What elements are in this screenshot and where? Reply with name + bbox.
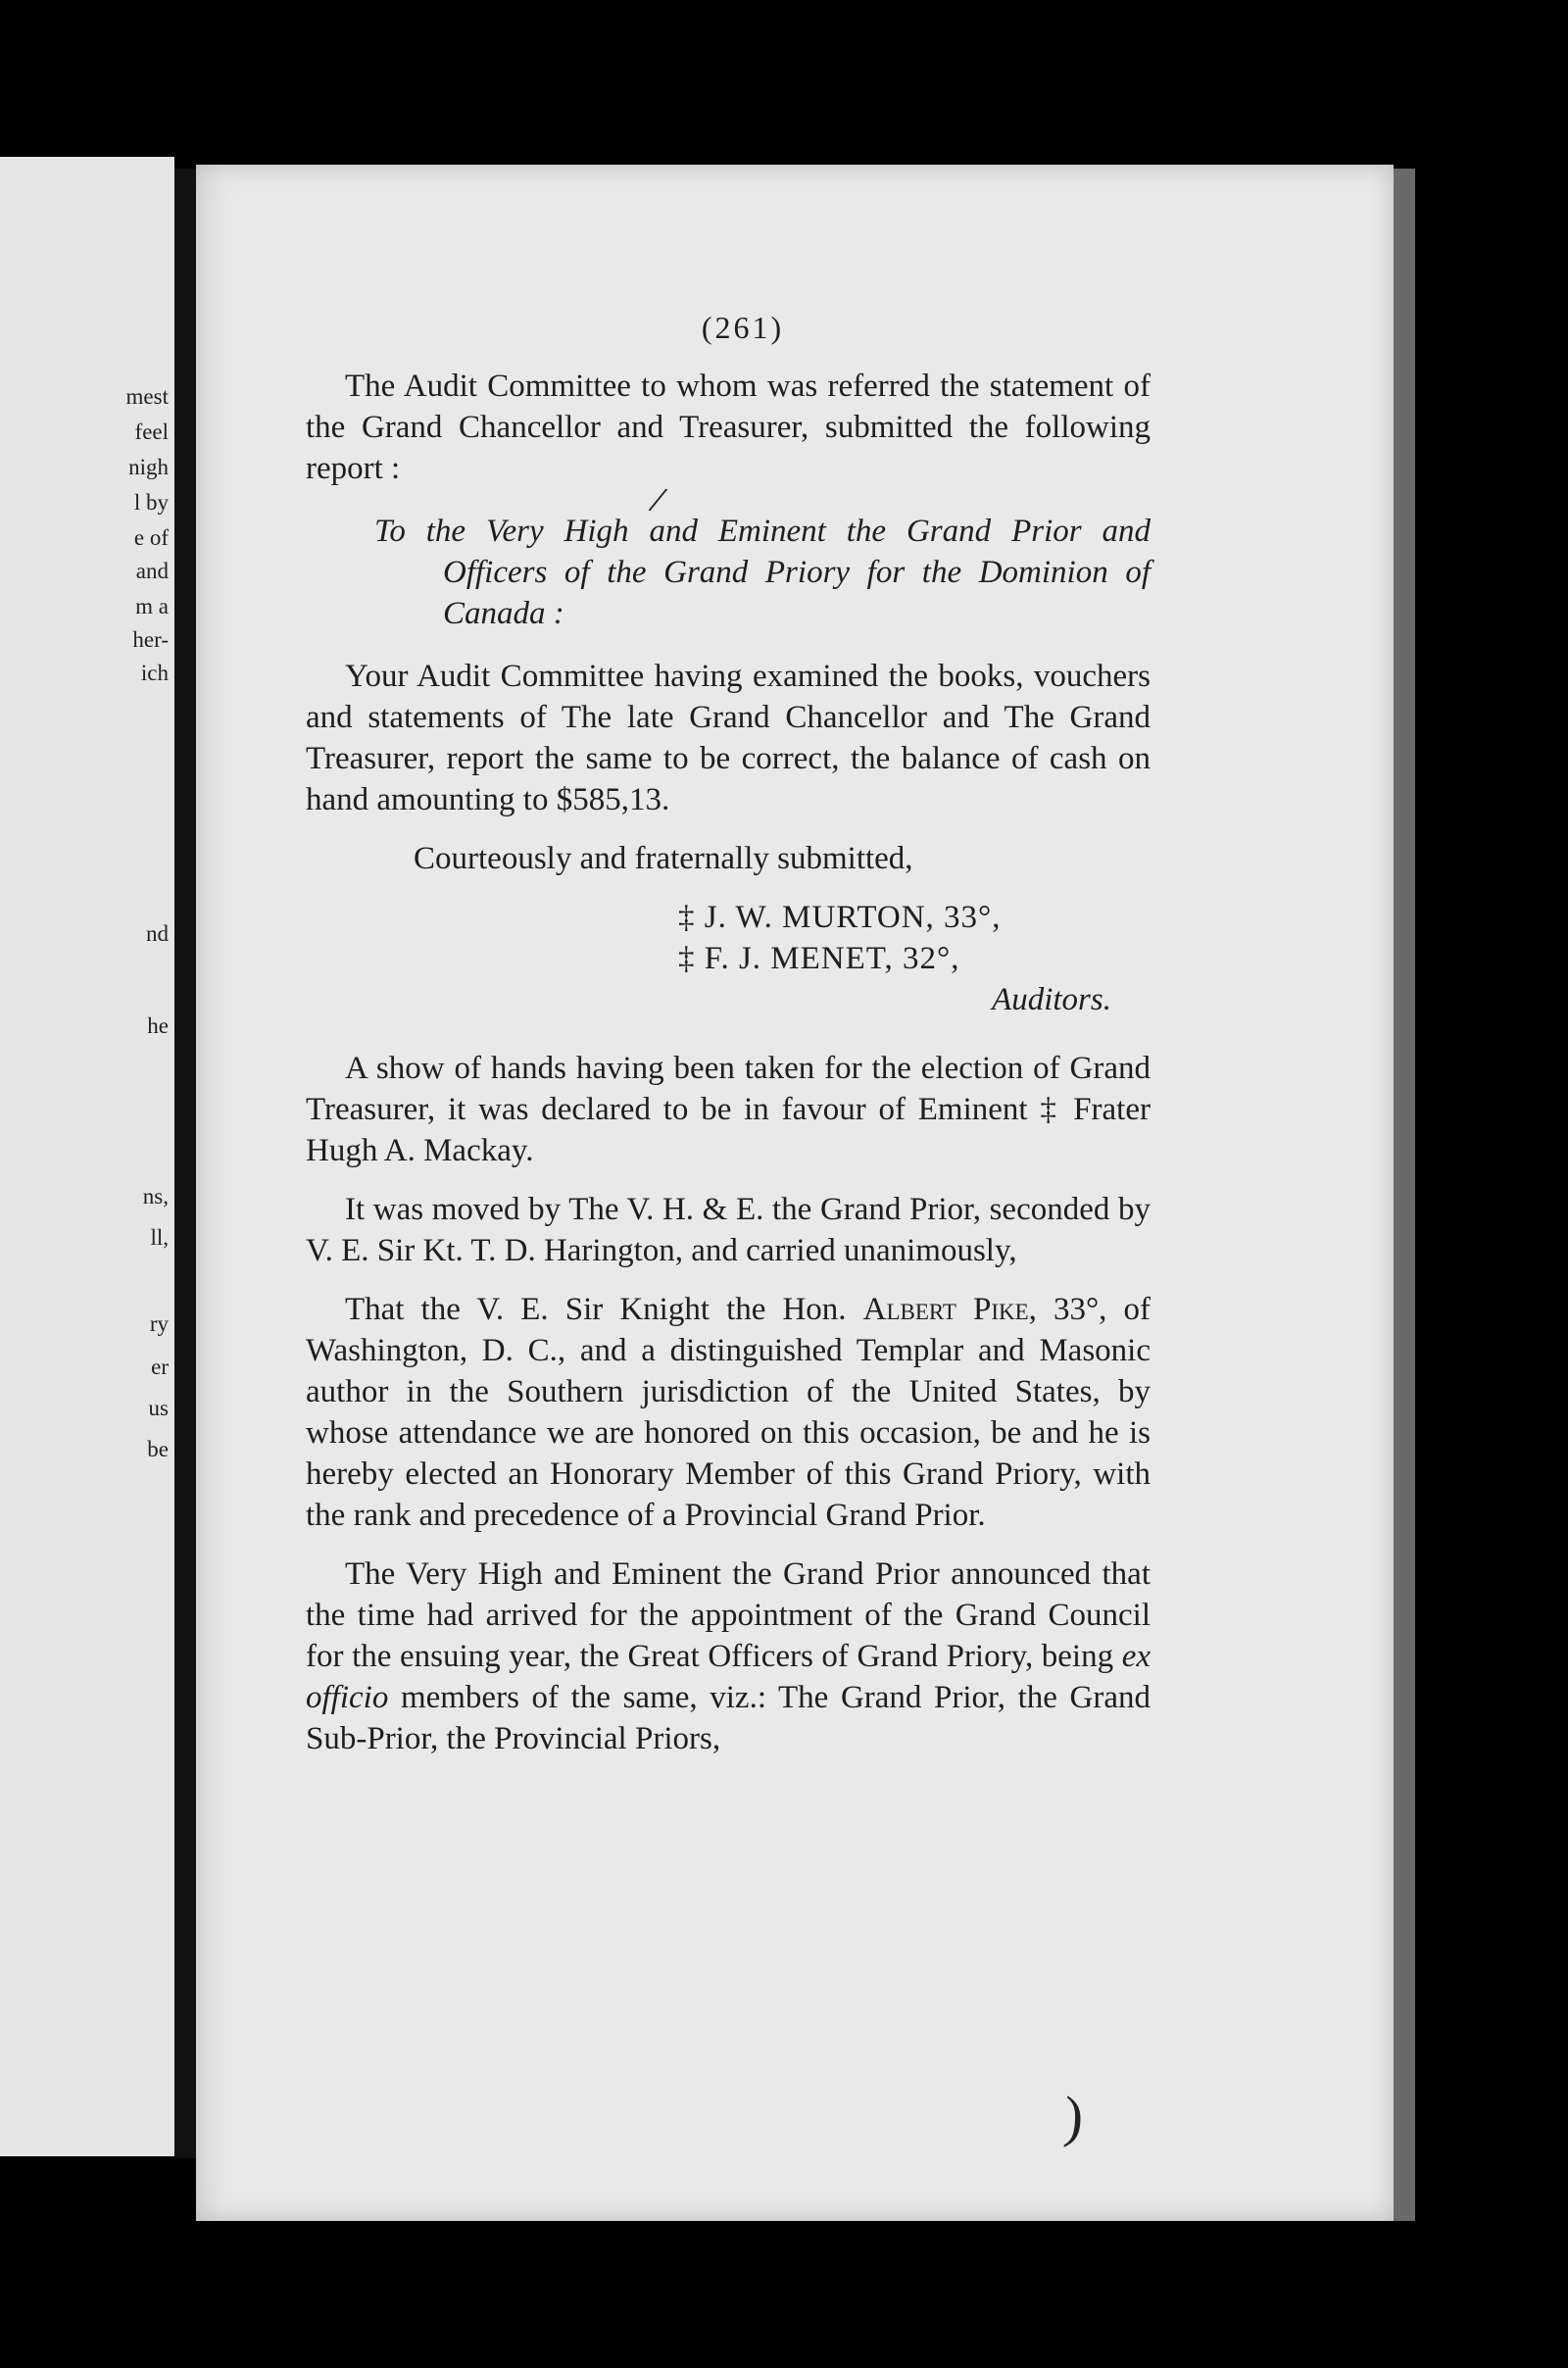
previous-page-fragment xyxy=(0,157,174,2156)
resolution-paragraph xyxy=(306,1289,1151,1536)
left-fragment: nd xyxy=(146,921,169,946)
left-fragment: ns, xyxy=(142,1184,169,1209)
page-edge-shadow xyxy=(1394,169,1415,2221)
book-gutter xyxy=(174,169,196,2158)
address-paragraph: To the Very High and Eminent the Grand Prior and Officers of the Grand Priory for the Dominion of Canada : xyxy=(374,514,1151,631)
council-paragraph xyxy=(306,1554,1151,1759)
left-fragment: er xyxy=(151,1355,169,1379)
left-fragment: be xyxy=(147,1437,169,1461)
left-fragment: l by xyxy=(133,490,169,515)
left-fragment: ry xyxy=(149,1311,169,1336)
left-fragment: he xyxy=(147,1013,169,1038)
left-fragment: ich xyxy=(140,661,169,685)
left-fragment: and xyxy=(135,559,169,583)
council-text-start: The Very High and Eminent the Grand Prior announced that the time had arrived for the appointment of the Grand Council for the ensuing year, the Great Officers of Grand Priory, being xyxy=(306,1556,1151,1674)
report-paragraph: Your Audit Committee having examined the books, vouchers and statements of The late Grand Chancellor and The Grand Treasurer, report the same to be correct, the balance of cash on hand amounting to $585,13. xyxy=(306,659,1151,817)
left-fragment: mest xyxy=(125,384,169,409)
resolution-text-end: , 33°, of Washington, D. C., and a distinguished Templar and Masonic author in the Southern jurisdiction of the United States, by whose attendance we are honored on this occasion, be and he is hereby elected an Honorary Member of this Grand Priory, with the rank and precedence of a Provincial Grand Prior. xyxy=(306,1292,1151,1533)
ink-mark: / xyxy=(645,476,671,522)
page-number: (261) xyxy=(701,310,785,345)
left-fragment: feel xyxy=(134,419,169,444)
left-fragment: her- xyxy=(132,627,169,652)
motion-paragraph: It was moved by The V. H. & E. the Grand Prior, seconded by V. E. Sir Kt. T. D. Harington, and carried unanimously, xyxy=(306,1192,1151,1268)
show-of-hands-paragraph: A show of hands having been taken for the election of Grand Treasurer, it was declared to be in favour of Eminent ‡ Frater Hugh A. Mackay. xyxy=(306,1051,1151,1168)
signatory-menet: ‡ F. J. MENET, 32°, xyxy=(678,941,960,976)
left-fragment: m a xyxy=(135,594,169,618)
council-text-end: members of the same, viz.: The Grand Prior, the Grand Sub-Prior, the Provincial Priors, xyxy=(306,1680,1151,1756)
honoree-name: Albert Pike xyxy=(862,1292,1029,1327)
page-261 xyxy=(196,165,1394,2221)
auditors-title: Auditors. xyxy=(992,982,1111,1017)
left-fragment: us xyxy=(148,1396,169,1420)
closing-line: Courteously and fraternally submitted, xyxy=(414,841,913,876)
resolution-text-start: That the V. E. Sir Knight the Hon. xyxy=(345,1292,847,1327)
ex-officio-term: ex officio xyxy=(306,1639,1152,1715)
ink-mark: ) xyxy=(1061,2084,1086,2149)
page-text xyxy=(306,307,1151,1759)
signatory-murton: ‡ J. W. MURTON, 33°, xyxy=(678,900,1002,935)
left-fragment: ll, xyxy=(150,1225,169,1250)
left-fragment: nigh xyxy=(128,455,169,479)
intro-paragraph: The Audit Committee to whom was referred the statement of the Grand Chancellor and Treasurer, submitted the following report : xyxy=(306,369,1151,486)
left-fragment: e of xyxy=(133,525,169,550)
